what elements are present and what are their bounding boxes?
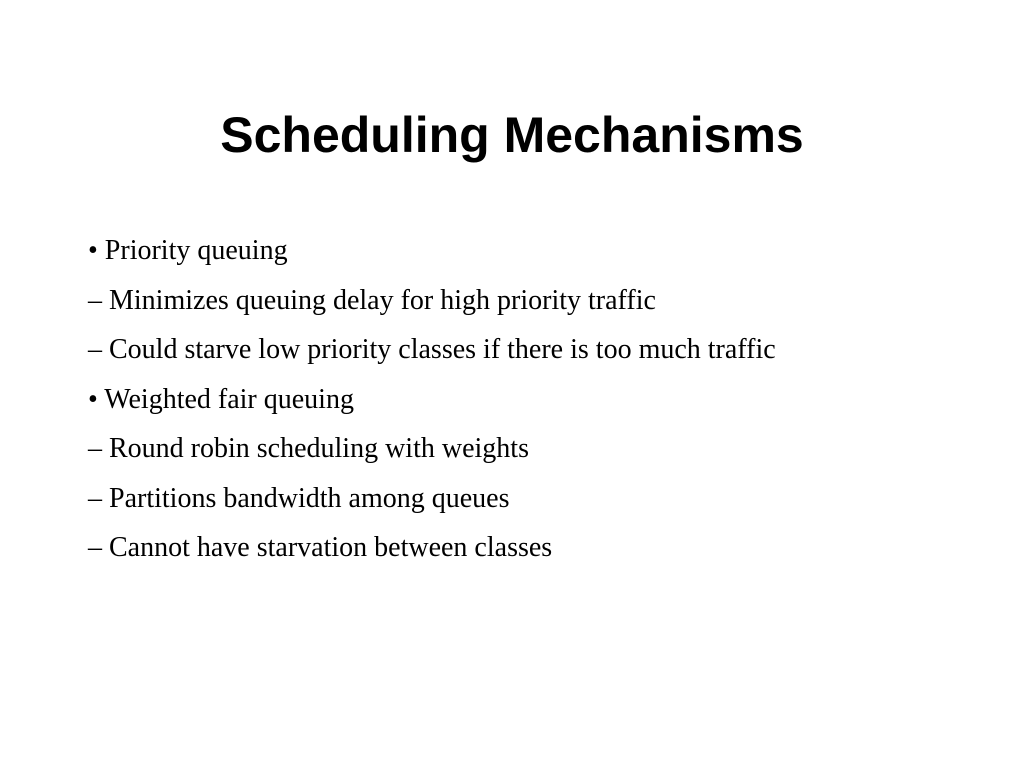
sub-bullet-could-starve: – Could starve low priority classes if there is too much traffic <box>88 334 776 365</box>
bullet-weighted-fair-queuing: • Weighted fair queuing <box>88 383 354 415</box>
sub-bullet-round-robin: – Round robin scheduling with weights <box>88 433 529 464</box>
sub-bullet-minimizes-delay: – Minimizes queuing delay for high priority traffic <box>88 284 656 316</box>
bullet-priority-queuing: • Priority queuing <box>88 235 288 266</box>
bullet-list <box>88 226 776 573</box>
sub-bullet-partitions-bandwidth: – Partitions bandwidth among queues <box>88 482 510 514</box>
sub-bullet-no-starvation: – Cannot have starvation between classes <box>88 532 553 563</box>
slide-title: Scheduling Mechanisms <box>220 107 804 163</box>
